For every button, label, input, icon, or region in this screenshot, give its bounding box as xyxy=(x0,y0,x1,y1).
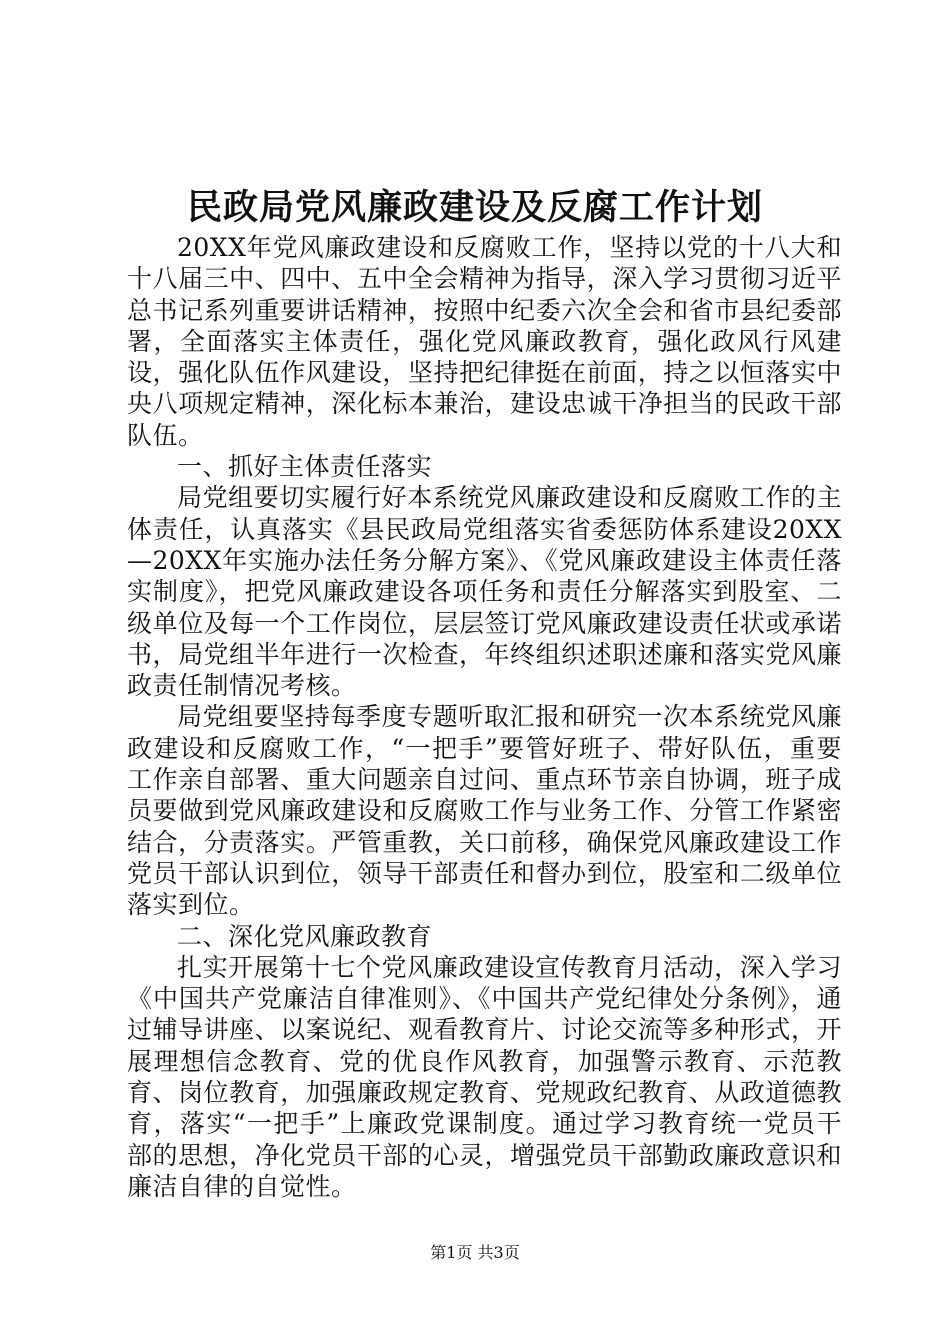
paragraph-quarterly-review: 局党组要坚持每季度专题听取汇报和研究一次本系统党风廉政建设和反腐败工作，“一把手”要管好班子、带好队伍，重要工作亲自部署、重大问题亲自过问、重点环节亲自协调，班子成员要做到党风廉政建设和反腐败工作与业务工作、分管工作紧密结合，分责落实。严管重教，关口前移，确保党风廉政建设工作党员干部认识到位，领导干部责任和督办到位，股室和二级单位落实到位。 xyxy=(127,702,842,920)
paragraph-responsibility: 局党组要切实履行好本系统党风廉政建设和反腐败工作的主体责任，认真落实《县民政局党组落实省委惩防体系建设20XX—20XX年实施办法任务分解方案》、《党风廉政建设主体责任落实制度》，把党风廉政建设各项任务和责任分解落实到股室、二级单位及每一个工作岗位，层层签订党风廉政建设责任状或承诺书，局党组半年进行一次检查，年终组织述职述廉和落实党风廉政责任制情况考核。 xyxy=(127,483,842,701)
section-heading-1: 一、抓好主体责任落实 xyxy=(177,452,433,482)
document-title: 民政局党风廉政建设及反腐工作计划 xyxy=(186,187,763,228)
page-number-footer: 第1页 共3页 xyxy=(430,1243,520,1262)
paragraph-intro: 20XX年党风廉政建设和反腐败工作，坚持以党的十八大和十八届三中、四中、五中全会精神为指导，深入学习贯彻习近平总书记系列重要讲话精神，按照中纪委六次全会和省市县纪委部署，全面落实主体责任，强化党风廉政教育，强化政风行风建设，强化队伍作风建设，坚持把纪律挺在前面，持之以恒落实中央八项规定精神，深化标本兼治，建设忠诚干净担当的民政干部队伍。 xyxy=(127,233,842,450)
section-heading-2: 二、深化党风廉政教育 xyxy=(177,921,433,951)
paragraph-education: 扎实开展第十七个党风廉政建设宣传教育月活动，深入学习《中国共产党廉洁自律准则》、《中国共产党纪律处分条例》，通过辅导讲座、以案说纪、观看教育片、讨论交流等多种形式，开展理想信念教育、党的优良作风教育，加强警示教育、示范教育、岗位教育，加强廉政规定教育、党规政纪教育、从政道德教育，落实“一把手”上廉政党课制度。通过学习教育统一党员干部的思想，净化党员干部的心灵，增强党员干部勤政廉政意识和廉洁自律的自觉性。 xyxy=(127,952,842,1201)
document-body xyxy=(127,232,842,1202)
